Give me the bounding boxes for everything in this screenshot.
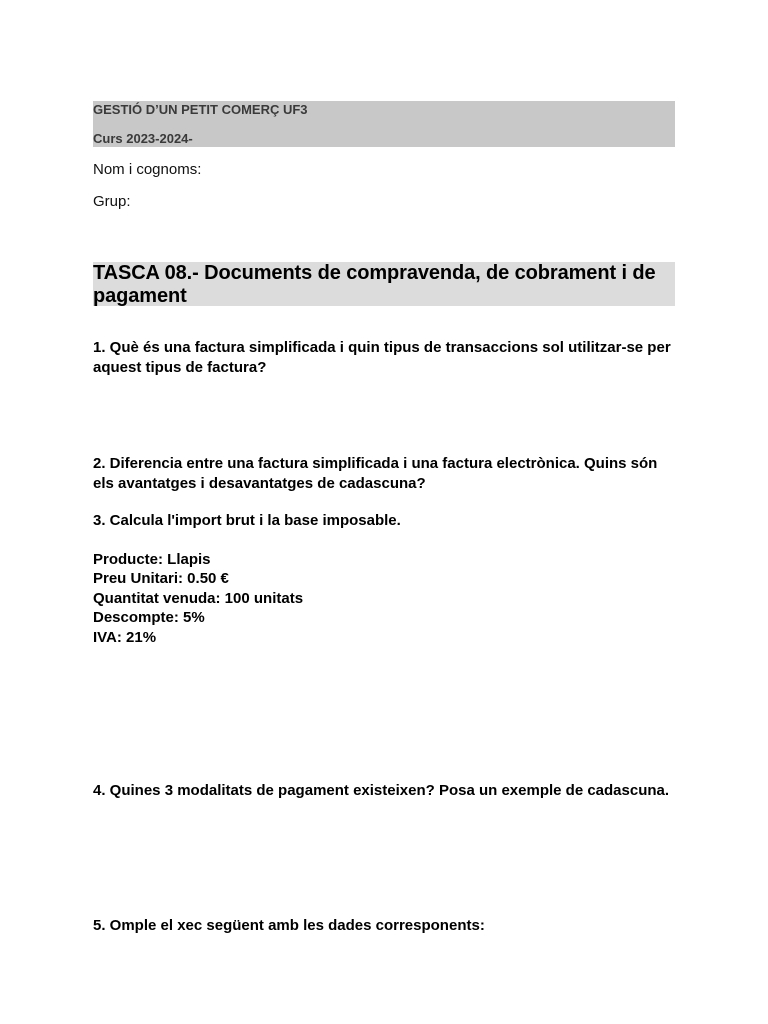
unit-price-line: Preu Unitari: 0.50 € [93,570,229,588]
header-box [93,101,675,147]
question-4: 4. Quines 3 modalitats de pagament existeixen? Posa un exemple de cadascuna. [93,782,670,799]
question-5: 5. Omple el xec següent amb les dades corresponents: [93,917,485,934]
name-field-label: Nom i cognoms: [93,161,202,178]
task-title: TASCA 08.- Documents de compravenda, de cobrament i de pagament [93,262,656,307]
group-field-label: Grup: [93,193,131,210]
module-title: GESTIÓ D’UN PETIT COMERÇ UF3 [93,102,308,117]
vat-line: IVA: 21% [93,628,157,646]
quantity-line: Quantitat venuda: 100 unitats [93,589,304,607]
course-year: Curs 2023-2024- [93,131,193,146]
product-data-list [93,550,303,647]
question-2: 2. Diferencia entre una factura simplificada i una factura electrònica. Quins són els avantatges i desavantatges de cadascuna? [93,455,658,492]
question-3: 3. Calcula l'import brut i la base imposable. [93,512,401,529]
discount-line: Descompte: 5% [93,609,205,627]
question-1: 1. Què és una factura simplificada i quin tipus de transaccions sol utilitzar-se per aquest tipus de factura? [93,339,671,376]
product-line: Producte: Llapis [93,551,211,568]
task-title-box [93,262,675,306]
